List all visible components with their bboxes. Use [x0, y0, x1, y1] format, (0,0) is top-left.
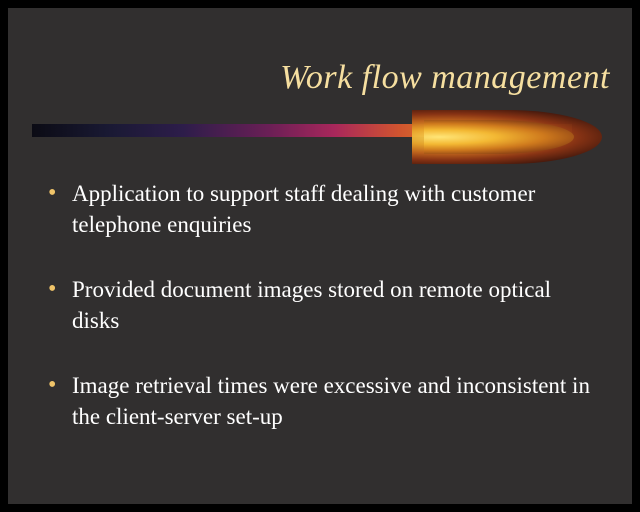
list-item: [42, 274, 602, 336]
slide-title: Work flow management: [280, 59, 610, 96]
slide-body: [42, 178, 602, 466]
bullet-text: Provided document images stored on remote optical disks: [72, 277, 552, 333]
bullet-marker-icon: •: [48, 180, 57, 206]
title-divider-graphic: [32, 110, 608, 170]
bullet-marker-icon: •: [48, 372, 57, 398]
bullet-marker-icon: •: [48, 276, 57, 302]
bullet-text: Image retrieval times were excessive and inconsistent in the client-server set-up: [72, 373, 590, 429]
bullet-text: Application to support staff dealing with customer telephone enquiries: [72, 181, 536, 237]
list-item: [42, 178, 602, 240]
list-item: [42, 370, 602, 432]
